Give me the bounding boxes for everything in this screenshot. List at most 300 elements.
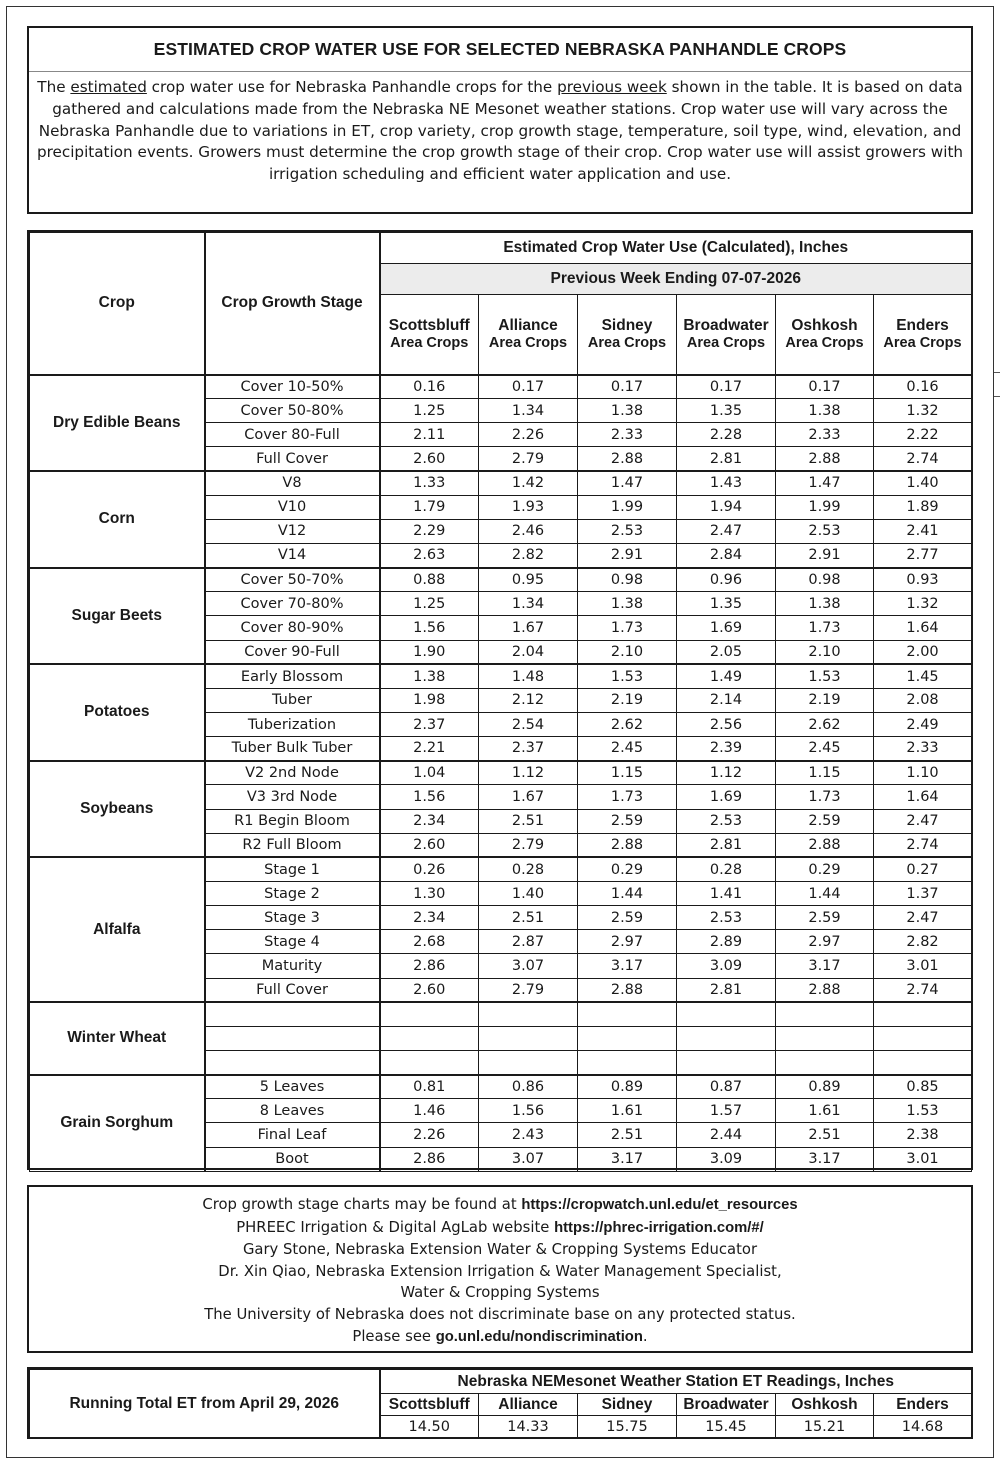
water-use-value: 1.04 xyxy=(380,761,479,785)
location-name: Sidney xyxy=(601,317,653,335)
water-use-value: 1.37 xyxy=(874,881,972,905)
water-use-value: 2.33 xyxy=(776,423,874,447)
location-subtitle: Area Crops xyxy=(488,335,568,352)
water-use-value: 3.07 xyxy=(479,1147,578,1171)
water-use-value: 1.48 xyxy=(479,664,578,688)
water-use-value: 2.79 xyxy=(479,978,578,1002)
water-use-value: 3.09 xyxy=(677,954,776,978)
crop-name: Grain Sorghum xyxy=(30,1075,205,1172)
water-use-value: 2.84 xyxy=(677,543,776,567)
water-use-value: 2.79 xyxy=(479,447,578,471)
table-row xyxy=(30,664,972,688)
water-use-value: 2.51 xyxy=(578,1123,677,1147)
water-use-value: 1.93 xyxy=(479,495,578,519)
description-text: The xyxy=(37,78,71,96)
water-use-value: 2.51 xyxy=(479,906,578,930)
water-use-value: 2.56 xyxy=(677,712,776,736)
water-use-value: 1.79 xyxy=(380,495,479,519)
water-use-value: 1.49 xyxy=(677,664,776,688)
growth-stage: R1 Begin Bloom xyxy=(205,809,380,833)
water-use-value: 1.73 xyxy=(776,616,874,640)
water-use-value: 1.45 xyxy=(874,664,972,688)
location-name: Scottsbluff xyxy=(388,317,470,335)
note-line xyxy=(29,1326,971,1349)
water-use-value: 2.97 xyxy=(578,930,677,954)
water-use-value: 0.28 xyxy=(677,857,776,881)
water-use-value xyxy=(578,1050,677,1074)
cropwatch-link[interactable]: https://cropwatch.unl.edu/et_resources xyxy=(521,1197,798,1213)
crop-header: Crop xyxy=(30,233,205,375)
water-use-value xyxy=(874,1002,972,1026)
water-use-value: 2.46 xyxy=(479,519,578,543)
water-use-value: 2.82 xyxy=(874,930,972,954)
water-use-value: 2.53 xyxy=(776,519,874,543)
water-use-value: 0.17 xyxy=(776,375,874,399)
water-use-value: 0.17 xyxy=(479,375,578,399)
water-use-value: 2.59 xyxy=(776,809,874,833)
water-use-value xyxy=(380,1026,479,1050)
water-use-value: 0.88 xyxy=(380,568,479,592)
header-box xyxy=(27,26,973,214)
water-use-value: 1.40 xyxy=(874,471,972,495)
water-use-value: 1.12 xyxy=(677,761,776,785)
phrec-link[interactable]: https://phrec-irrigation.com/#/ xyxy=(554,1219,764,1236)
water-use-value: 1.69 xyxy=(677,785,776,809)
water-use-value: 1.10 xyxy=(874,761,972,785)
water-use-value xyxy=(677,1026,776,1050)
edge-mark xyxy=(994,396,1000,397)
water-use-value: 1.15 xyxy=(776,761,874,785)
running-total-box xyxy=(27,1367,973,1439)
location-header xyxy=(776,295,874,375)
station-name: Alliance xyxy=(479,1394,578,1416)
table-row xyxy=(30,471,972,495)
water-use-value: 2.14 xyxy=(677,688,776,712)
water-use-value: 3.17 xyxy=(578,1147,677,1171)
water-use-value: 0.96 xyxy=(677,568,776,592)
water-use-value: 2.43 xyxy=(479,1123,578,1147)
growth-stage: Stage 1 xyxy=(205,857,380,881)
water-use-value: 0.93 xyxy=(874,568,972,592)
water-use-value: 0.29 xyxy=(578,857,677,881)
water-use-value: 0.85 xyxy=(874,1075,972,1099)
crop-name: Winter Wheat xyxy=(30,1002,205,1074)
water-use-value: 2.59 xyxy=(578,906,677,930)
crop-name: Sugar Beets xyxy=(30,568,205,665)
notes-box xyxy=(27,1185,973,1353)
station-readings-header: Nebraska NEMesonet Weather Station ET Readings, Inches xyxy=(380,1370,972,1394)
water-use-value: 1.53 xyxy=(874,1099,972,1123)
water-use-value: 2.49 xyxy=(874,712,972,736)
water-use-value: 1.34 xyxy=(479,592,578,616)
water-use-value: 2.59 xyxy=(776,906,874,930)
water-use-value: 0.28 xyxy=(479,857,578,881)
crop-name: Corn xyxy=(30,471,205,568)
growth-stage: V10 xyxy=(205,495,380,519)
note-line xyxy=(29,1194,971,1217)
water-use-value: 2.63 xyxy=(380,543,479,567)
water-use-value: 1.67 xyxy=(479,616,578,640)
water-use-value xyxy=(380,1050,479,1074)
water-use-value: 2.28 xyxy=(677,423,776,447)
note-text: Please see xyxy=(352,1327,436,1345)
location-header xyxy=(479,295,578,375)
water-use-value: 2.19 xyxy=(776,688,874,712)
water-use-value: 2.87 xyxy=(479,930,578,954)
location-name: Oshkosh xyxy=(791,317,858,335)
growth-stage: Stage 3 xyxy=(205,906,380,930)
water-use-value: 2.88 xyxy=(578,978,677,1002)
water-use-value: 2.37 xyxy=(479,737,578,761)
water-use-value: 2.77 xyxy=(874,543,972,567)
water-use-value: 0.95 xyxy=(479,568,578,592)
water-use-value: 2.53 xyxy=(578,519,677,543)
table-row xyxy=(30,1002,972,1026)
growth-stage: Early Blossom xyxy=(205,664,380,688)
water-use-value: 2.10 xyxy=(578,640,677,664)
water-use-value: 2.10 xyxy=(776,640,874,664)
water-use-value: 1.38 xyxy=(776,592,874,616)
water-use-value: 1.67 xyxy=(479,785,578,809)
water-use-value: 2.86 xyxy=(380,1147,479,1171)
crop-water-use-table-box xyxy=(27,230,973,1170)
growth-stage: Tuber xyxy=(205,688,380,712)
station-name: Enders xyxy=(874,1394,972,1416)
water-use-value: 1.44 xyxy=(776,881,874,905)
water-use-value: 1.56 xyxy=(380,785,479,809)
water-use-value: 2.38 xyxy=(874,1123,972,1147)
water-use-value: 3.17 xyxy=(776,954,874,978)
growth-stage: R2 Full Bloom xyxy=(205,833,380,857)
water-use-value: 0.17 xyxy=(677,375,776,399)
note-line: The University of Nebraska does not discriminate base on any protected status. xyxy=(204,1305,796,1323)
water-use-value: 2.47 xyxy=(874,906,972,930)
water-use-value: 1.32 xyxy=(874,592,972,616)
water-use-value xyxy=(479,1050,578,1074)
station-name: Sidney xyxy=(578,1394,677,1416)
growth-stage: V3 3rd Node xyxy=(205,785,380,809)
growth-stage xyxy=(205,1026,380,1050)
water-use-value: 0.16 xyxy=(380,375,479,399)
water-use-value: 1.47 xyxy=(578,471,677,495)
water-use-value: 2.08 xyxy=(874,688,972,712)
water-use-value: 0.89 xyxy=(578,1075,677,1099)
water-use-value: 1.30 xyxy=(380,881,479,905)
water-use-value: 0.17 xyxy=(578,375,677,399)
water-use-value: 2.34 xyxy=(380,906,479,930)
water-use-value: 2.45 xyxy=(578,737,677,761)
water-use-value: 3.09 xyxy=(677,1147,776,1171)
location-subtitle: Area Crops xyxy=(686,335,766,352)
water-use-value: 0.27 xyxy=(874,857,972,881)
water-use-value: 1.73 xyxy=(578,616,677,640)
location-header xyxy=(677,295,776,375)
water-use-value: 1.61 xyxy=(578,1099,677,1123)
water-use-value: 2.21 xyxy=(380,737,479,761)
water-use-value: 0.98 xyxy=(776,568,874,592)
water-use-value: 1.15 xyxy=(578,761,677,785)
water-use-value: 1.56 xyxy=(479,1099,578,1123)
growth-stage: Maturity xyxy=(205,954,380,978)
water-use-value: 2.60 xyxy=(380,833,479,857)
water-use-value: 3.17 xyxy=(578,954,677,978)
water-use-value: 1.46 xyxy=(380,1099,479,1123)
water-use-value: 1.38 xyxy=(380,664,479,688)
location-subtitle: Area Crops xyxy=(390,335,469,352)
water-use-value: 1.99 xyxy=(578,495,677,519)
nondiscrimination-link[interactable]: go.unl.edu/nondiscrimination xyxy=(435,1328,643,1345)
table-body xyxy=(30,375,972,1172)
water-use-value xyxy=(578,1026,677,1050)
growth-stage: Cover 80-Full xyxy=(205,423,380,447)
crop-water-use-table xyxy=(29,232,972,1172)
growth-stage: V12 xyxy=(205,519,380,543)
water-use-value: 2.91 xyxy=(776,543,874,567)
station-total-value: 15.75 xyxy=(578,1416,677,1438)
location-subtitle: Area Crops xyxy=(883,335,962,352)
water-use-value: 1.32 xyxy=(874,399,972,423)
growth-stage: 8 Leaves xyxy=(205,1099,380,1123)
water-use-value: 0.98 xyxy=(578,568,677,592)
water-use-value: 1.61 xyxy=(776,1099,874,1123)
water-use-value: 2.89 xyxy=(677,930,776,954)
water-use-value: 2.88 xyxy=(578,447,677,471)
water-use-value: 1.98 xyxy=(380,688,479,712)
water-use-value: 2.47 xyxy=(677,519,776,543)
water-use-value: 3.01 xyxy=(874,954,972,978)
water-use-value: 1.25 xyxy=(380,592,479,616)
description-text: crop water use for Nebraska Panhandle crops for the xyxy=(146,78,558,96)
water-use-value: 2.74 xyxy=(874,447,972,471)
water-use-value: 2.51 xyxy=(479,809,578,833)
note-line: Water & Cropping Systems xyxy=(400,1284,600,1302)
water-use-value: 1.53 xyxy=(578,664,677,688)
water-use-value: 2.81 xyxy=(677,447,776,471)
growth-stage: Tuberization xyxy=(205,712,380,736)
crop-name: Soybeans xyxy=(30,761,205,858)
water-use-value: 0.87 xyxy=(677,1075,776,1099)
water-use-value xyxy=(874,1026,972,1050)
group-header: Estimated Crop Water Use (Calculated), Inches xyxy=(380,233,972,264)
water-use-value: 3.17 xyxy=(776,1147,874,1171)
water-use-value: 1.33 xyxy=(380,471,479,495)
water-use-value: 2.34 xyxy=(380,809,479,833)
stage-header: Crop Growth Stage xyxy=(205,233,380,375)
growth-stage: Cover 90-Full xyxy=(205,640,380,664)
growth-stage: Boot xyxy=(205,1147,380,1171)
growth-stage: Stage 4 xyxy=(205,930,380,954)
water-use-value: 1.25 xyxy=(380,399,479,423)
growth-stage: Full Cover xyxy=(205,447,380,471)
description-underlined: estimated xyxy=(70,78,147,96)
water-use-value: 1.40 xyxy=(479,881,578,905)
water-use-value: 3.01 xyxy=(874,1147,972,1171)
water-use-value xyxy=(479,1002,578,1026)
table-row xyxy=(30,375,972,399)
growth-stage: V14 xyxy=(205,543,380,567)
water-use-value xyxy=(677,1050,776,1074)
water-use-value xyxy=(479,1026,578,1050)
water-use-value: 2.33 xyxy=(874,737,972,761)
water-use-value: 2.62 xyxy=(578,712,677,736)
note-line: Gary Stone, Nebraska Extension Water & Cropping Systems Educator xyxy=(242,1241,758,1259)
water-use-value: 2.88 xyxy=(578,833,677,857)
table-row xyxy=(30,568,972,592)
water-use-value: 2.54 xyxy=(479,712,578,736)
station-total-value: 14.68 xyxy=(874,1416,972,1438)
water-use-value: 2.41 xyxy=(874,519,972,543)
water-use-value: 1.53 xyxy=(776,664,874,688)
water-use-value: 2.29 xyxy=(380,519,479,543)
water-use-value: 2.00 xyxy=(874,640,972,664)
description xyxy=(29,72,971,186)
water-use-value: 1.43 xyxy=(677,471,776,495)
water-use-value: 2.68 xyxy=(380,930,479,954)
water-use-value: 0.16 xyxy=(874,375,972,399)
note-line: Dr. Xin Qiao, Nebraska Extension Irrigation & Water Management Specialist, xyxy=(218,1262,782,1280)
water-use-value: 2.51 xyxy=(776,1123,874,1147)
water-use-value xyxy=(578,1002,677,1026)
water-use-value xyxy=(677,1002,776,1026)
water-use-value: 2.12 xyxy=(479,688,578,712)
location-subtitle: Area Crops xyxy=(785,335,864,352)
water-use-value: 1.90 xyxy=(380,640,479,664)
water-use-value: 2.26 xyxy=(380,1123,479,1147)
note-text: Crop growth stage charts may be found at xyxy=(202,1196,522,1213)
water-use-value: 2.45 xyxy=(776,737,874,761)
water-use-value: 0.81 xyxy=(380,1075,479,1099)
water-use-value: 2.60 xyxy=(380,447,479,471)
water-use-value: 2.79 xyxy=(479,833,578,857)
water-use-value: 1.99 xyxy=(776,495,874,519)
water-use-value: 3.07 xyxy=(479,954,578,978)
station-name: Oshkosh xyxy=(776,1394,874,1416)
crop-name: Potatoes xyxy=(30,664,205,761)
water-use-value: 2.88 xyxy=(776,833,874,857)
water-use-value: 2.11 xyxy=(380,423,479,447)
water-use-value: 1.38 xyxy=(578,592,677,616)
growth-stage: Cover 70-80% xyxy=(205,592,380,616)
running-total-label: Running Total ET from April 29, 2026 xyxy=(30,1370,380,1438)
growth-stage: Full Cover xyxy=(205,978,380,1002)
water-use-value: 2.81 xyxy=(677,833,776,857)
description-underlined: previous week xyxy=(557,78,667,96)
water-use-value: 2.53 xyxy=(677,809,776,833)
water-use-value: 2.74 xyxy=(874,978,972,1002)
water-use-value: 2.74 xyxy=(874,833,972,857)
water-use-value xyxy=(776,1050,874,1074)
water-use-value: 1.38 xyxy=(776,399,874,423)
water-use-value: 2.82 xyxy=(479,543,578,567)
water-use-value: 0.29 xyxy=(776,857,874,881)
growth-stage: V8 xyxy=(205,471,380,495)
water-use-value: 1.94 xyxy=(677,495,776,519)
location-header xyxy=(578,295,677,375)
note-text: . xyxy=(642,1327,648,1345)
edge-mark xyxy=(994,372,1000,373)
crop-name: Alfalfa xyxy=(30,857,205,1002)
water-use-value: 1.56 xyxy=(380,616,479,640)
table-row xyxy=(30,1075,972,1099)
water-use-value: 1.35 xyxy=(677,399,776,423)
location-name: Alliance xyxy=(498,317,558,335)
water-use-value: 0.86 xyxy=(479,1075,578,1099)
water-use-value: 2.81 xyxy=(677,978,776,1002)
water-use-value: 2.91 xyxy=(578,543,677,567)
location-header xyxy=(874,295,972,375)
growth-stage: Stage 2 xyxy=(205,881,380,905)
water-use-value: 2.26 xyxy=(479,423,578,447)
water-use-value: 2.53 xyxy=(677,906,776,930)
description-text: shown in the table. It is based on data gathered and calculations made from the Nebraska NE Mesonet weather stations. Crop water use will vary across the Nebraska Panhandle due to variations in ET, crop variety, crop growth stage, temperature, soil type, wind, elevation, and precipitation events. Growers must determine the crop growth stage of their crop. Crop water use will assist growers with irrigation scheduling and efficient water application and use. xyxy=(36,78,964,184)
water-use-value: 2.37 xyxy=(380,712,479,736)
growth-stage: Cover 50-70% xyxy=(205,568,380,592)
water-use-value: 2.44 xyxy=(677,1123,776,1147)
water-use-value xyxy=(776,1026,874,1050)
water-use-value: 1.64 xyxy=(874,616,972,640)
growth-stage xyxy=(205,1002,380,1026)
station-total-value: 15.21 xyxy=(776,1416,874,1438)
water-use-value: 0.26 xyxy=(380,857,479,881)
crop-name: Dry Edible Beans xyxy=(30,375,205,472)
water-use-value: 1.73 xyxy=(578,785,677,809)
table-row xyxy=(30,761,972,785)
page-title: ESTIMATED CROP WATER USE FOR SELECTED NEBRASKA PANHANDLE CROPS xyxy=(29,28,971,72)
water-use-value: 1.73 xyxy=(776,785,874,809)
water-use-value: 1.12 xyxy=(479,761,578,785)
water-use-value: 2.59 xyxy=(578,809,677,833)
table-row xyxy=(30,857,972,881)
water-use-value: 2.33 xyxy=(578,423,677,447)
water-use-value: 2.05 xyxy=(677,640,776,664)
station-total-value: 14.33 xyxy=(479,1416,578,1438)
water-use-value: 1.42 xyxy=(479,471,578,495)
water-use-value: 2.22 xyxy=(874,423,972,447)
water-use-value: 2.88 xyxy=(776,447,874,471)
growth-stage: Tuber Bulk Tuber xyxy=(205,737,380,761)
growth-stage: Cover 80-90% xyxy=(205,616,380,640)
note-line xyxy=(29,1217,971,1240)
station-total-value: 14.50 xyxy=(380,1416,479,1438)
water-use-value: 1.89 xyxy=(874,495,972,519)
water-use-value: 1.44 xyxy=(578,881,677,905)
water-use-value: 1.41 xyxy=(677,881,776,905)
station-total-value: 15.45 xyxy=(677,1416,776,1438)
growth-stage: Final Leaf xyxy=(205,1123,380,1147)
growth-stage xyxy=(205,1050,380,1074)
water-use-value: 0.89 xyxy=(776,1075,874,1099)
week-header: Previous Week Ending 07-07-2026 xyxy=(380,264,972,295)
location-subtitle: Area Crops xyxy=(587,335,667,352)
water-use-value: 2.39 xyxy=(677,737,776,761)
water-use-value: 2.86 xyxy=(380,954,479,978)
water-use-value: 2.60 xyxy=(380,978,479,1002)
water-use-value: 1.35 xyxy=(677,592,776,616)
water-use-value: 2.62 xyxy=(776,712,874,736)
note-text: PHREEC Irrigation & Digital AgLab website xyxy=(236,1218,555,1236)
water-use-value: 1.47 xyxy=(776,471,874,495)
water-use-value: 2.04 xyxy=(479,640,578,664)
water-use-value: 2.97 xyxy=(776,930,874,954)
water-use-value: 2.88 xyxy=(776,978,874,1002)
growth-stage: V2 2nd Node xyxy=(205,761,380,785)
water-use-value xyxy=(380,1002,479,1026)
location-header xyxy=(380,295,479,375)
water-use-value: 2.19 xyxy=(578,688,677,712)
growth-stage: Cover 10-50% xyxy=(205,375,380,399)
water-use-value: 1.34 xyxy=(479,399,578,423)
station-name: Scottsbluff xyxy=(380,1394,479,1416)
